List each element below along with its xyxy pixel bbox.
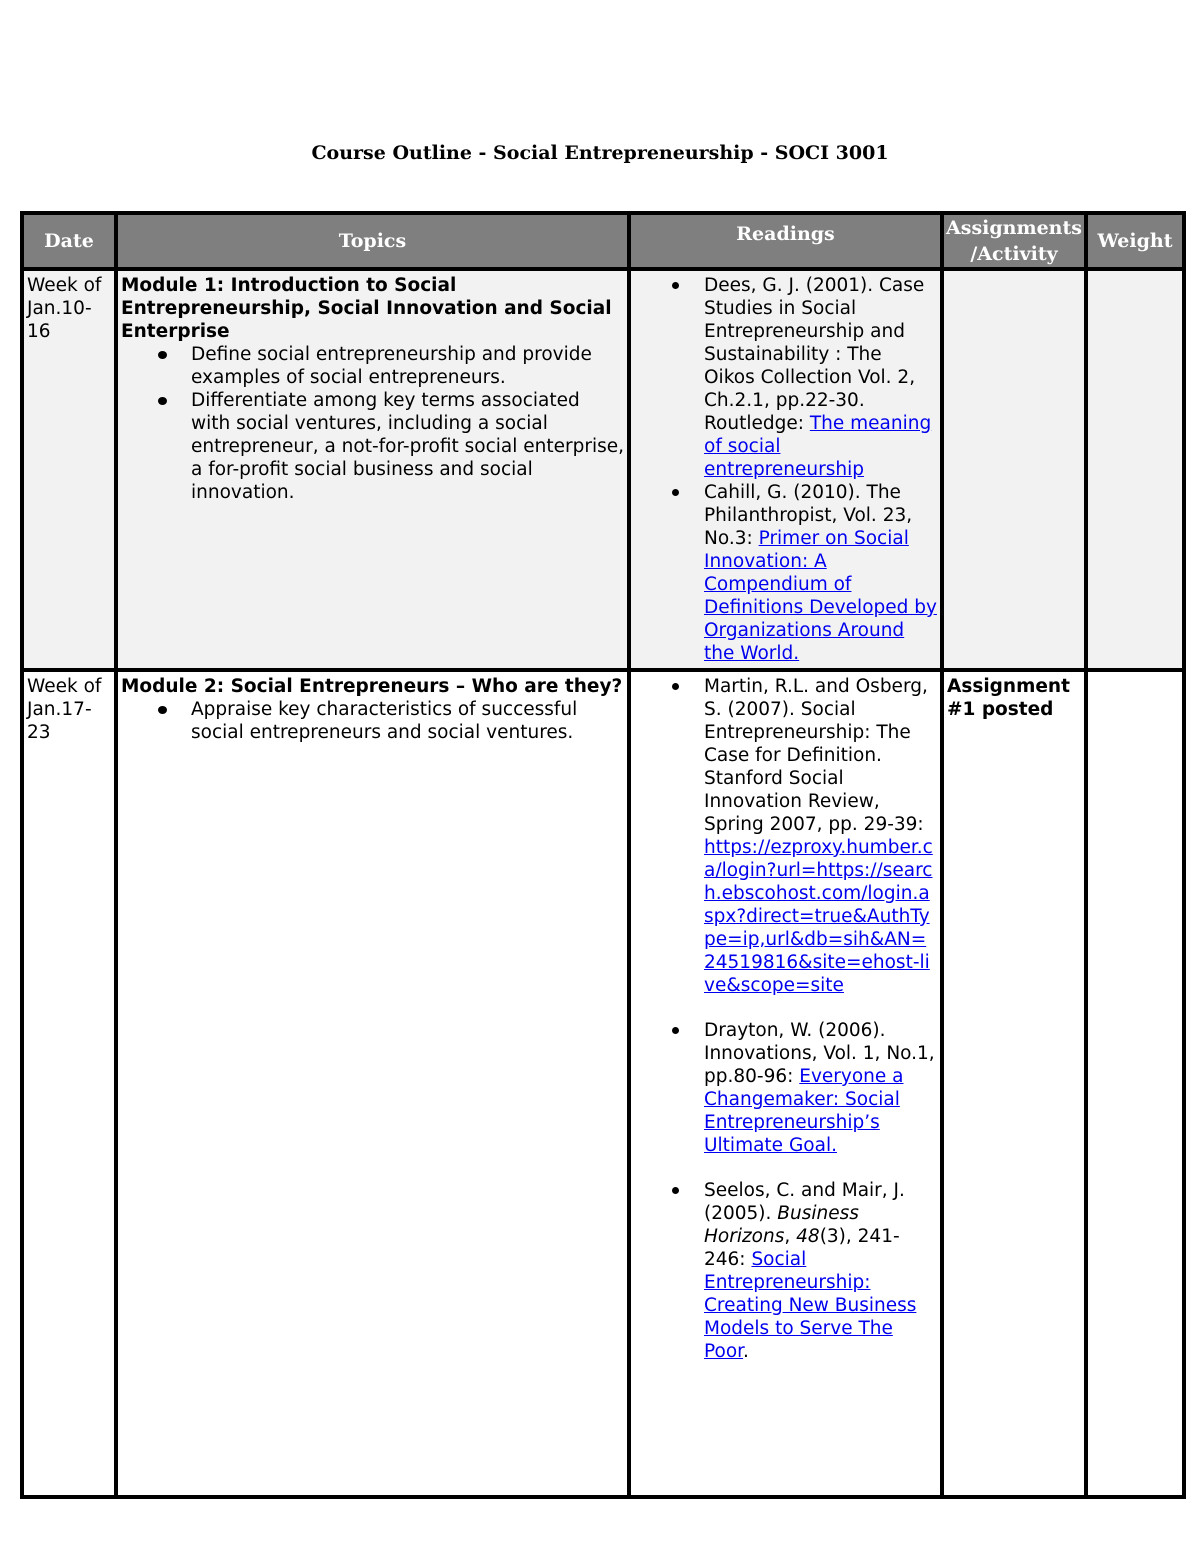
topic-item: Define social entrepreneurship and provide examples of social entrepreneurs. <box>121 343 624 389</box>
header-weight: Weight <box>1086 213 1184 269</box>
page-title: Course Outline - Social Entrepreneurship - SOCI 3001 <box>311 142 889 164</box>
volume-number: 48 <box>796 1226 820 1247</box>
topics-cell <box>116 269 629 670</box>
weight-cell <box>1086 670 1184 1497</box>
reading-item: Drayton, W. (2006). Innovations, Vol. 1, No.1, pp.80-96: Everyone a Changemaker: Social Entrepreneurship’s Ultimate Goal. <box>634 1019 937 1157</box>
module-title: Module 1: Introduction to Social Entrepreneurship, Social Innovation and Social Enterprise <box>121 275 612 342</box>
reading-item: Dees, G. J. (2001). Case Studies in Social Entrepreneurship and Sustainability : The Oikos Collection Vol. 2, Ch.2.1, pp.22-30. Routledge: The meaning of social entrepreneurship <box>634 274 937 481</box>
topics-cell <box>116 670 629 1497</box>
date-cell: Week of Jan.17-23 <box>22 670 116 1497</box>
reading-item: Seelos, C. and Mair, J. (2005). Business Horizons, 48(3), 241-246: Social Entrepreneurship: Creating New Business Models to Serve The Poor. <box>634 1179 937 1363</box>
header-row <box>22 213 1184 269</box>
topic-item: Differentiate among key terms associated with social ventures, including a social entrepreneur, a not-for-profit social enterprise, a for-profit social business and social innovation. <box>121 389 624 504</box>
reading-link[interactable]: Social Entrepreneurship: Creating New Business Models to Serve The Poor <box>704 1249 917 1362</box>
header-assignments: Assignments /Activity <box>942 213 1086 269</box>
weight-cell <box>1086 269 1184 670</box>
readings-cell <box>629 269 942 670</box>
journal-name: Business Horizons <box>704 1203 859 1247</box>
reading-link[interactable]: The meaning of social entrepreneurship <box>704 413 932 480</box>
topic-item: Appraise key characteristics of successful social entrepreneurs and social ventures. <box>121 698 624 744</box>
reading-link[interactable]: Primer on Social Innovation: A Compendium of Definitions Developed by Organizations Around the World. <box>704 528 937 664</box>
module-title: Module 2: Social Entrepreneurs – Who are they? <box>121 676 623 697</box>
reading-link[interactable]: Everyone a Changemaker: Social Entrepreneurship’s Ultimate Goal. <box>704 1066 904 1156</box>
reading-item: Martin, R.L. and Osberg, S. (2007). Social Entrepreneurship: The Case for Definition. Stanford Social Innovation Review, Spring 2007, pp. 29-39: https://ezproxy.humber.ca/login?url=https://search.ebscohost.com/login.aspx?direct=true&AuthType=ip,url&db=sih&AN=24519816&site=ehost-live&scope=site <box>634 675 937 997</box>
assignment-cell <box>942 269 1086 670</box>
date-cell: Week of Jan.10-16 <box>22 269 116 670</box>
course-outline-table <box>20 211 1186 1499</box>
reading-link[interactable]: https://ezproxy.humber.ca/login?url=https://search.ebscohost.com/login.aspx?direct=true&AuthType=ip,url&db=sih&AN=24519816&site=ehost-live&scope=site <box>704 837 933 996</box>
header-date: Date <box>22 213 116 269</box>
header-topics: Topics <box>116 213 629 269</box>
header-readings: Readings <box>629 213 942 269</box>
reading-item: Cahill, G. (2010). The Philanthropist, Vol. 23, No.3: Primer on Social Innovation: A Compendium of Definitions Developed by Organizations Around the World. <box>634 481 937 665</box>
table-row <box>22 670 1184 1497</box>
assignment-cell: Assignment #1 posted <box>942 670 1086 1497</box>
table-row <box>22 269 1184 670</box>
readings-cell <box>629 670 942 1497</box>
